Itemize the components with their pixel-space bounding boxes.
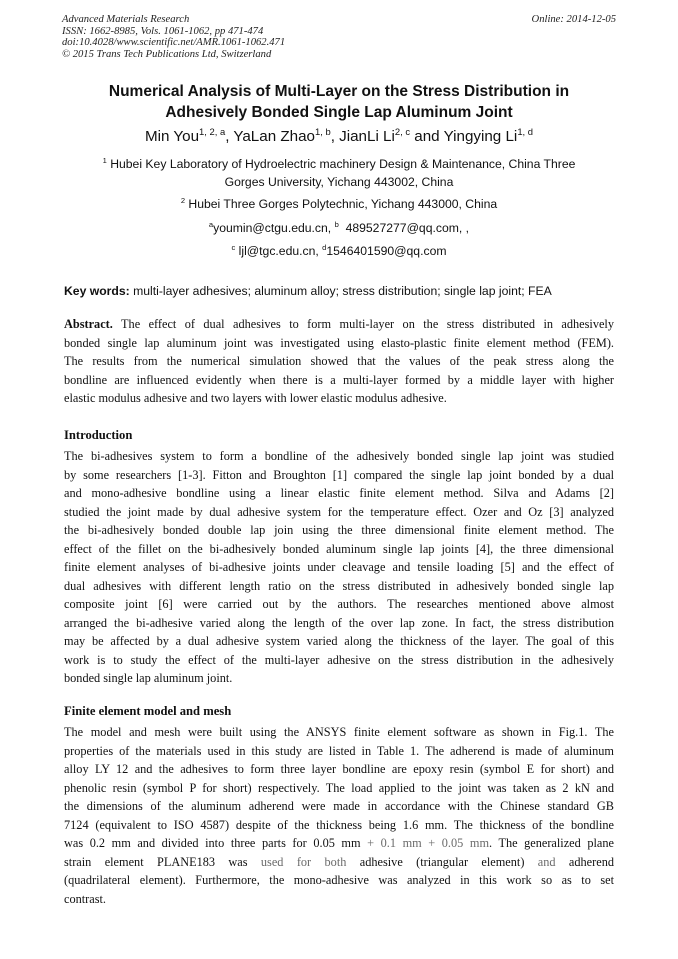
journal-doi[interactable]: doi:10.4028/www.scientific.net/AMR.1061-1062.471 [62, 37, 286, 49]
fem-line-part: adhesive (triangular element) [346, 854, 538, 869]
affiliation-2-line: Hubei Three Gorges Polytechnic, Yichang 443000, China [188, 197, 498, 211]
email-c[interactable]: ljl@tgc.edu.cn, [238, 244, 319, 258]
introduction-line: finite element analyses of bi-adhesive joints under cleavage and tensile loading [5] and the effect of [64, 560, 614, 574]
email-line-2 [40, 242, 638, 260]
abstract-line: The results from the numerical simulation showed that the values of the peak stress along the [64, 354, 614, 368]
introduction-line: the bi-adhesively bonded double lap join using the three dimensional finite element method. The [64, 523, 614, 537]
fem-line: (quadrilateral element). Furthermore, the mono-adhesive was analyzed in this work so as to set [64, 873, 614, 887]
keywords-text: multi-layer adhesives; aluminum alloy; stress distribution; single lap joint; FEA [133, 284, 552, 298]
fem-line: The model and mesh were built using the ANSYS finite element software as shown in Fig.1. The [64, 725, 614, 739]
keywords [64, 283, 552, 299]
email-sup: a [208, 219, 214, 229]
title-line-2: Adhesively Bonded Single Lap Aluminum Joint [165, 104, 513, 121]
author-sup: 2, c [394, 125, 411, 137]
journal-copyright: © 2015 Trans Tech Publications Ltd, Switzerland [62, 48, 272, 60]
paper-title [60, 81, 618, 123]
abstract-line: elastic modulus adhesive and two layers with lower elastic modulus adhesive. [64, 391, 447, 405]
affiliation-1 [40, 155, 638, 191]
introduction-line: composite joint [6] were carried out by the authors. The researches mentioned above almost [64, 597, 614, 611]
online-date: Online: 2014-12-05 [531, 14, 616, 25]
journal-name: Advanced Materials Research [62, 14, 190, 25]
author-separator: , [330, 128, 340, 145]
abstract-line: bondline are influenced evidently when there is a multi-layer formed by a middle layer with higher [64, 372, 614, 387]
affiliation-2 [40, 195, 638, 213]
introduction-line: effect of the fillet on the bi-adhesively bonded aluminum single lap joints [4], the three dimensional [64, 541, 614, 556]
author-name: JianLi Li [339, 128, 395, 145]
email-sup: c [231, 242, 236, 252]
affiliation-sup: 1 [102, 155, 107, 165]
author-name: Yingying Li [443, 128, 518, 145]
email-d[interactable]: 1546401590@qq.com [326, 244, 447, 258]
keywords-label: Key words: [64, 284, 130, 298]
introduction-heading: Introduction [64, 428, 133, 442]
email-sup: d [322, 242, 327, 252]
introduction-line: bonded single lap aluminum joint. [64, 671, 233, 685]
introduction-line: by some researchers [1-3]. Fitton and Broughton [1] compared the single lap joint bonded by a dual [64, 467, 614, 482]
title-line-1: Numerical Analysis of Multi-Layer on the Stress Distribution in [108, 83, 570, 100]
introduction-line: arranged the bi-adhesive varied along the length of the over lap zone. In fact, the stress distribution [64, 615, 614, 630]
fem-line: phenolic resin (symbol P for short) respectively. The load applied to the joint was taken as 2 kN and [64, 780, 614, 795]
abstract-line: The effect of dual adhesives to form multi-layer on the stress distributed in adhesively [121, 317, 615, 331]
introduction-line: and mono-adhesive bondline using a linear elastic finite element method. Silva and Adams [2] [64, 486, 614, 500]
email-a[interactable]: youmin@ctgu.edu.cn, [213, 221, 332, 235]
email-b[interactable]: 489527277@qq.com, , [345, 221, 470, 235]
fem-line-part: adherend [555, 854, 614, 869]
introduction-line: studied the joint made by dual adhesive system for the temperature effect. Ozer and Oz [3] analyzed [64, 504, 614, 519]
fem-body [64, 723, 614, 908]
fem-line: properties of the materials used in this study are listed in Table 1. The adherend is made of aluminum [64, 743, 614, 758]
fem-line: contrast. [64, 891, 107, 906]
author-sup: 1, b [314, 125, 331, 137]
introduction-line: The bi-adhesives system to form a bondline of the adhesively bonded single lap joint was studied [64, 449, 614, 463]
author-name: Min You [144, 128, 200, 145]
fem-line-part: + 0.1 mm + 0.05 mm [360, 836, 490, 850]
abstract-label: Abstract. [64, 317, 113, 331]
fem-line-part: . The generalized plane [489, 836, 614, 850]
email-line-1 [40, 219, 638, 237]
author-sup: 1, 2, a [199, 125, 226, 137]
fem-heading: Finite element model and mesh [64, 704, 232, 718]
affiliation-sup: 2 [180, 195, 186, 205]
introduction-body [64, 447, 614, 688]
author-name: YaLan Zhao [233, 128, 315, 145]
fem-line: alloy LY 12 and the adhesives to form three layer bondline are epoxy resin (symbol E for short) and [64, 762, 614, 776]
fem-line: 7124 (equivalent to ISO 4587) despite of the thickness being 1.6 mm. The thickness of the bondline [64, 817, 614, 832]
author-and: and [410, 128, 444, 145]
fem-line [64, 853, 614, 872]
fem-line-part: used for both [260, 854, 347, 869]
author-list [40, 127, 638, 147]
abstract [64, 315, 614, 408]
abstract-line: bonded single lap aluminum joint was investigated using elasto-plastic finite element method (FEM). [64, 335, 614, 350]
introduction-line: dual adhesives with different length ratio on the stress distributed in adhesively bonded single lap [64, 578, 614, 593]
introduction-line: may be affected by a dual adhesive system varied along the thickness of the layer. The goal of this [64, 634, 614, 648]
author-sup: 1, d [517, 125, 534, 137]
introduction-line: work is to study the effect of the multi-layer adhesive on the stress distribution in the adhesively [64, 652, 614, 667]
journal-header [62, 14, 285, 60]
fem-line-part: and [537, 854, 556, 869]
email-sup: b [334, 219, 339, 229]
fem-line-part: strain element PLANE183 was [64, 854, 261, 869]
fem-line [64, 834, 614, 853]
journal-issn: ISSN: 1662-8985, Vols. 1061-1062, pp 471-474 [62, 25, 264, 37]
affiliation-1-line-1: Hubei Key Laboratory of Hydroelectric machinery Design & Maintenance, China Three [110, 157, 576, 171]
affiliation-1-line-2: Gorges University, Yichang 443002, China [224, 175, 454, 189]
fem-line: the dimensions of the aluminum adherend were made in accordance with the Chinese standard GB [64, 799, 614, 813]
author-separator: , [225, 128, 234, 145]
fem-line-part: was 0.2 mm and divided into three parts for 0.05 mm [64, 836, 361, 850]
